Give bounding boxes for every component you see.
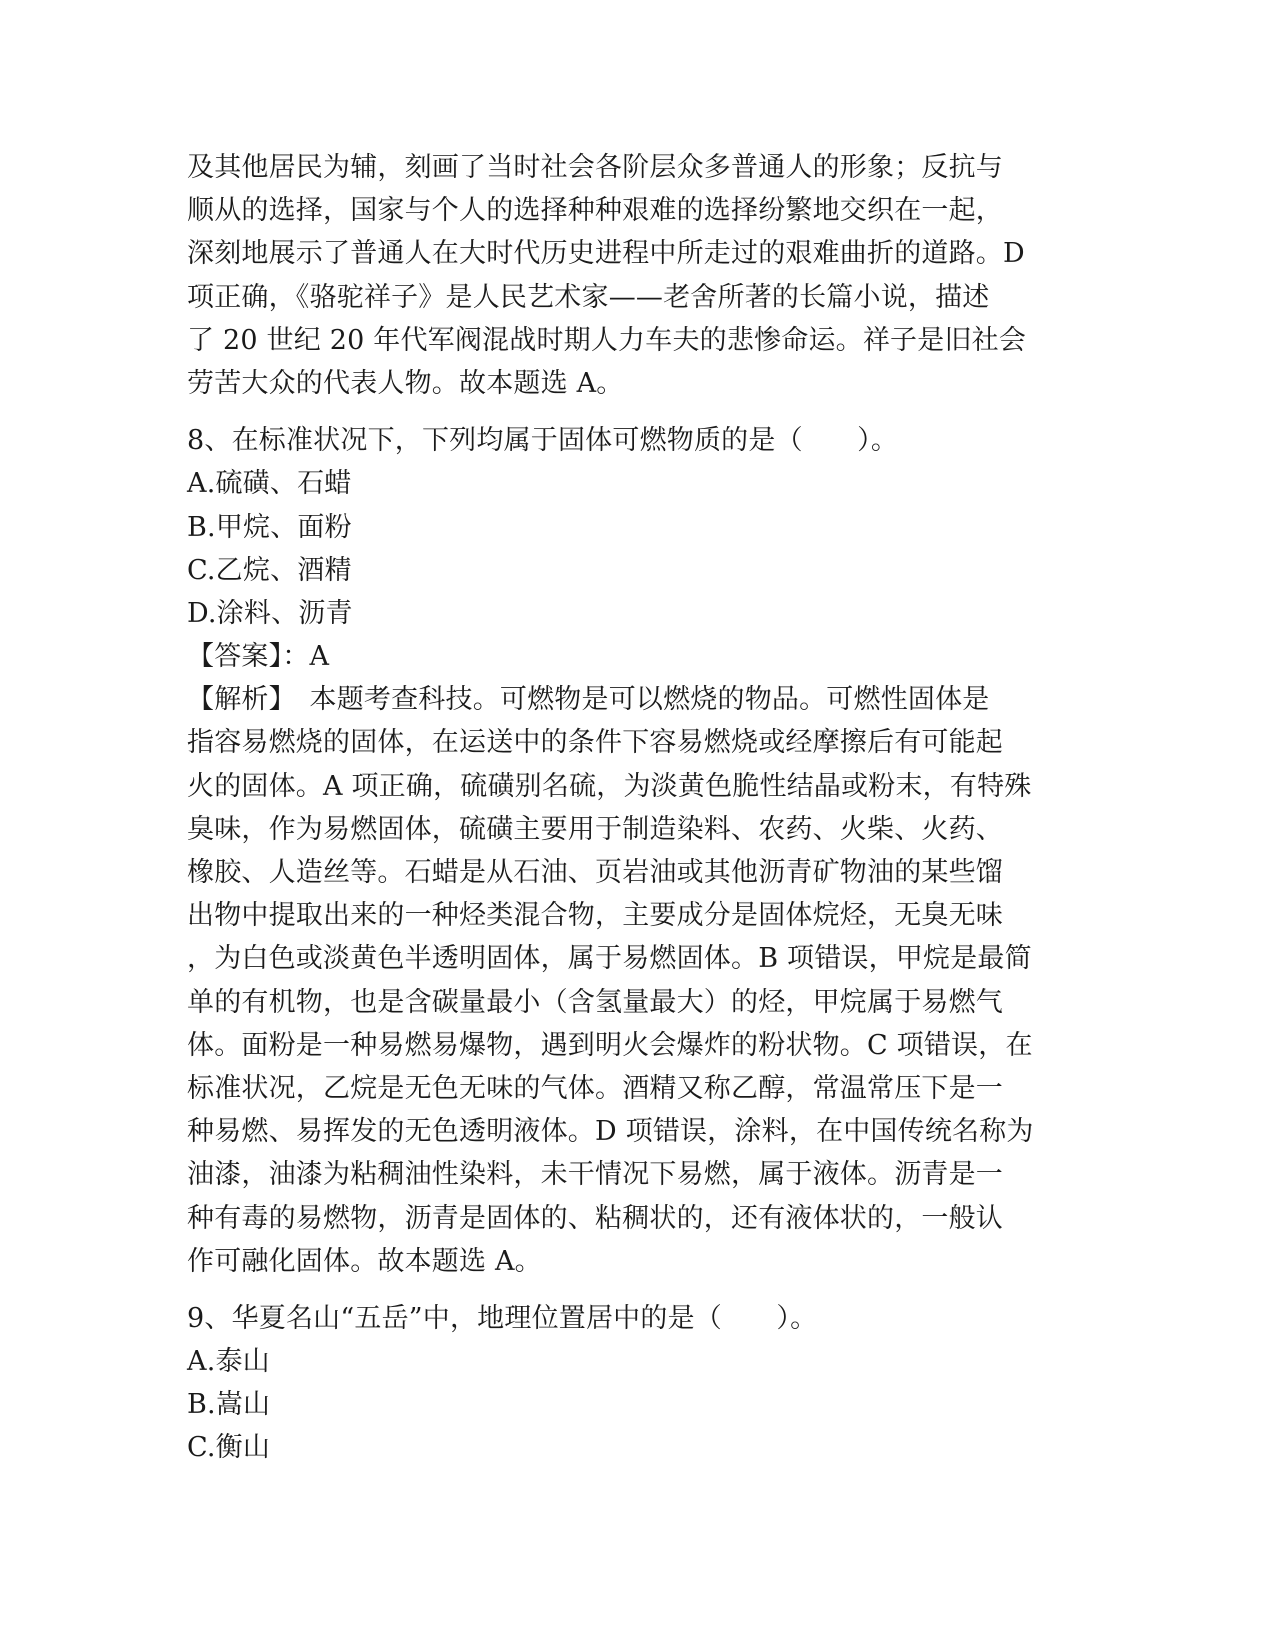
option-a: A.硫磺、石蜡 <box>187 468 352 500</box>
text-line: 【解析】 本题考查科技。可燃物是可以燃烧的物品。可燃性固体是 <box>187 684 990 716</box>
answer: 【答案】：A <box>187 641 330 673</box>
text-line: 深刻地展示了普通人在大时代历史进程中所走过的艰难曲折的道路。D <box>187 238 1025 270</box>
option-b: B.嵩山 <box>187 1389 271 1421</box>
option-a: A.泰山 <box>187 1346 270 1378</box>
text-line: 体。面粉是一种易燃易爆物，遇到明火会爆炸的粉状物。C 项错误，在 <box>187 1029 1033 1061</box>
text-line: 火的固体。A 项正确，硫磺别名硫，为淡黄色脆性结晶或粉末，有特殊 <box>187 770 1032 802</box>
previous-analysis-continuation <box>187 146 1082 405</box>
question-8 <box>187 419 1082 1283</box>
analysis <box>187 678 1082 1283</box>
text-line: 标准状况，乙烷是无色无味的气体。酒精又称乙醇，常温常压下是一 <box>187 1072 1003 1104</box>
question-text: 9、华夏名山“五岳”中，地理位置居中的是（ ）。 <box>187 1302 818 1334</box>
text-line: 种易燃、易挥发的无色透明液体。D 项错误，涂料，在中国传统名称为 <box>187 1116 1034 1148</box>
option-c: C.衡山 <box>187 1432 271 1464</box>
text-line: 项正确，《骆驼祥子》是人民艺术家——老舍所著的长篇小说，描述 <box>187 281 990 313</box>
text-line: 出物中提取出来的一种烃类混合物，主要成分是固体烷烃，无臭无味 <box>187 900 1003 932</box>
text-line: 了 20 世纪 20 年代军阀混战时期人力车夫的悲惨命运。祥子是旧社会 <box>187 324 1027 356</box>
text-line: 劳苦大众的代表人物。故本题选 A。 <box>187 367 624 399</box>
text-line: 及其他居民为辅，刻画了当时社会各阶层众多普通人的形象；反抗与 <box>187 152 1003 183</box>
question-9 <box>187 1297 1082 1470</box>
text-line: 单的有机物，也是含碳量最小（含氢量最大）的烃，甲烷属于易燃气 <box>187 986 1003 1018</box>
question-text: 8、在标准状况下，下列均属于固体可燃物质的是（ ）。 <box>187 425 899 457</box>
text-line: 种有毒的易燃物，沥青是固体的、粘稠状的，还有液体状的，一般认 <box>187 1202 1003 1234</box>
text-line: 作可融化固体。故本题选 A。 <box>187 1245 542 1277</box>
document-page <box>187 146 1082 1470</box>
option-b: B.甲烷、面粉 <box>187 511 352 543</box>
text-line: 顺从的选择，国家与个人的选择种种艰难的选择纷繁地交织在一起， <box>187 195 1003 227</box>
option-c: C.乙烷、酒精 <box>187 554 352 586</box>
text-line: 指容易燃烧的固体，在运送中的条件下容易燃烧或经摩擦后有可能起 <box>187 727 1003 759</box>
text-line: 油漆，油漆为粘稠油性染料，未干情况下易燃，属于液体。沥青是一 <box>187 1159 1003 1191</box>
text-line: ，为白色或淡黄色半透明固体，属于易燃固体。B 项错误，甲烷是最简 <box>187 943 1032 975</box>
option-d: D.涂料、沥青 <box>187 597 353 629</box>
text-line: 臭味，作为易燃固体，硫磺主要用于制造染料、农药、火柴、火药、 <box>187 813 1003 845</box>
text-line: 橡胶、人造丝等。石蜡是从石油、页岩油或其他沥青矿物油的某些馏 <box>187 857 1003 888</box>
